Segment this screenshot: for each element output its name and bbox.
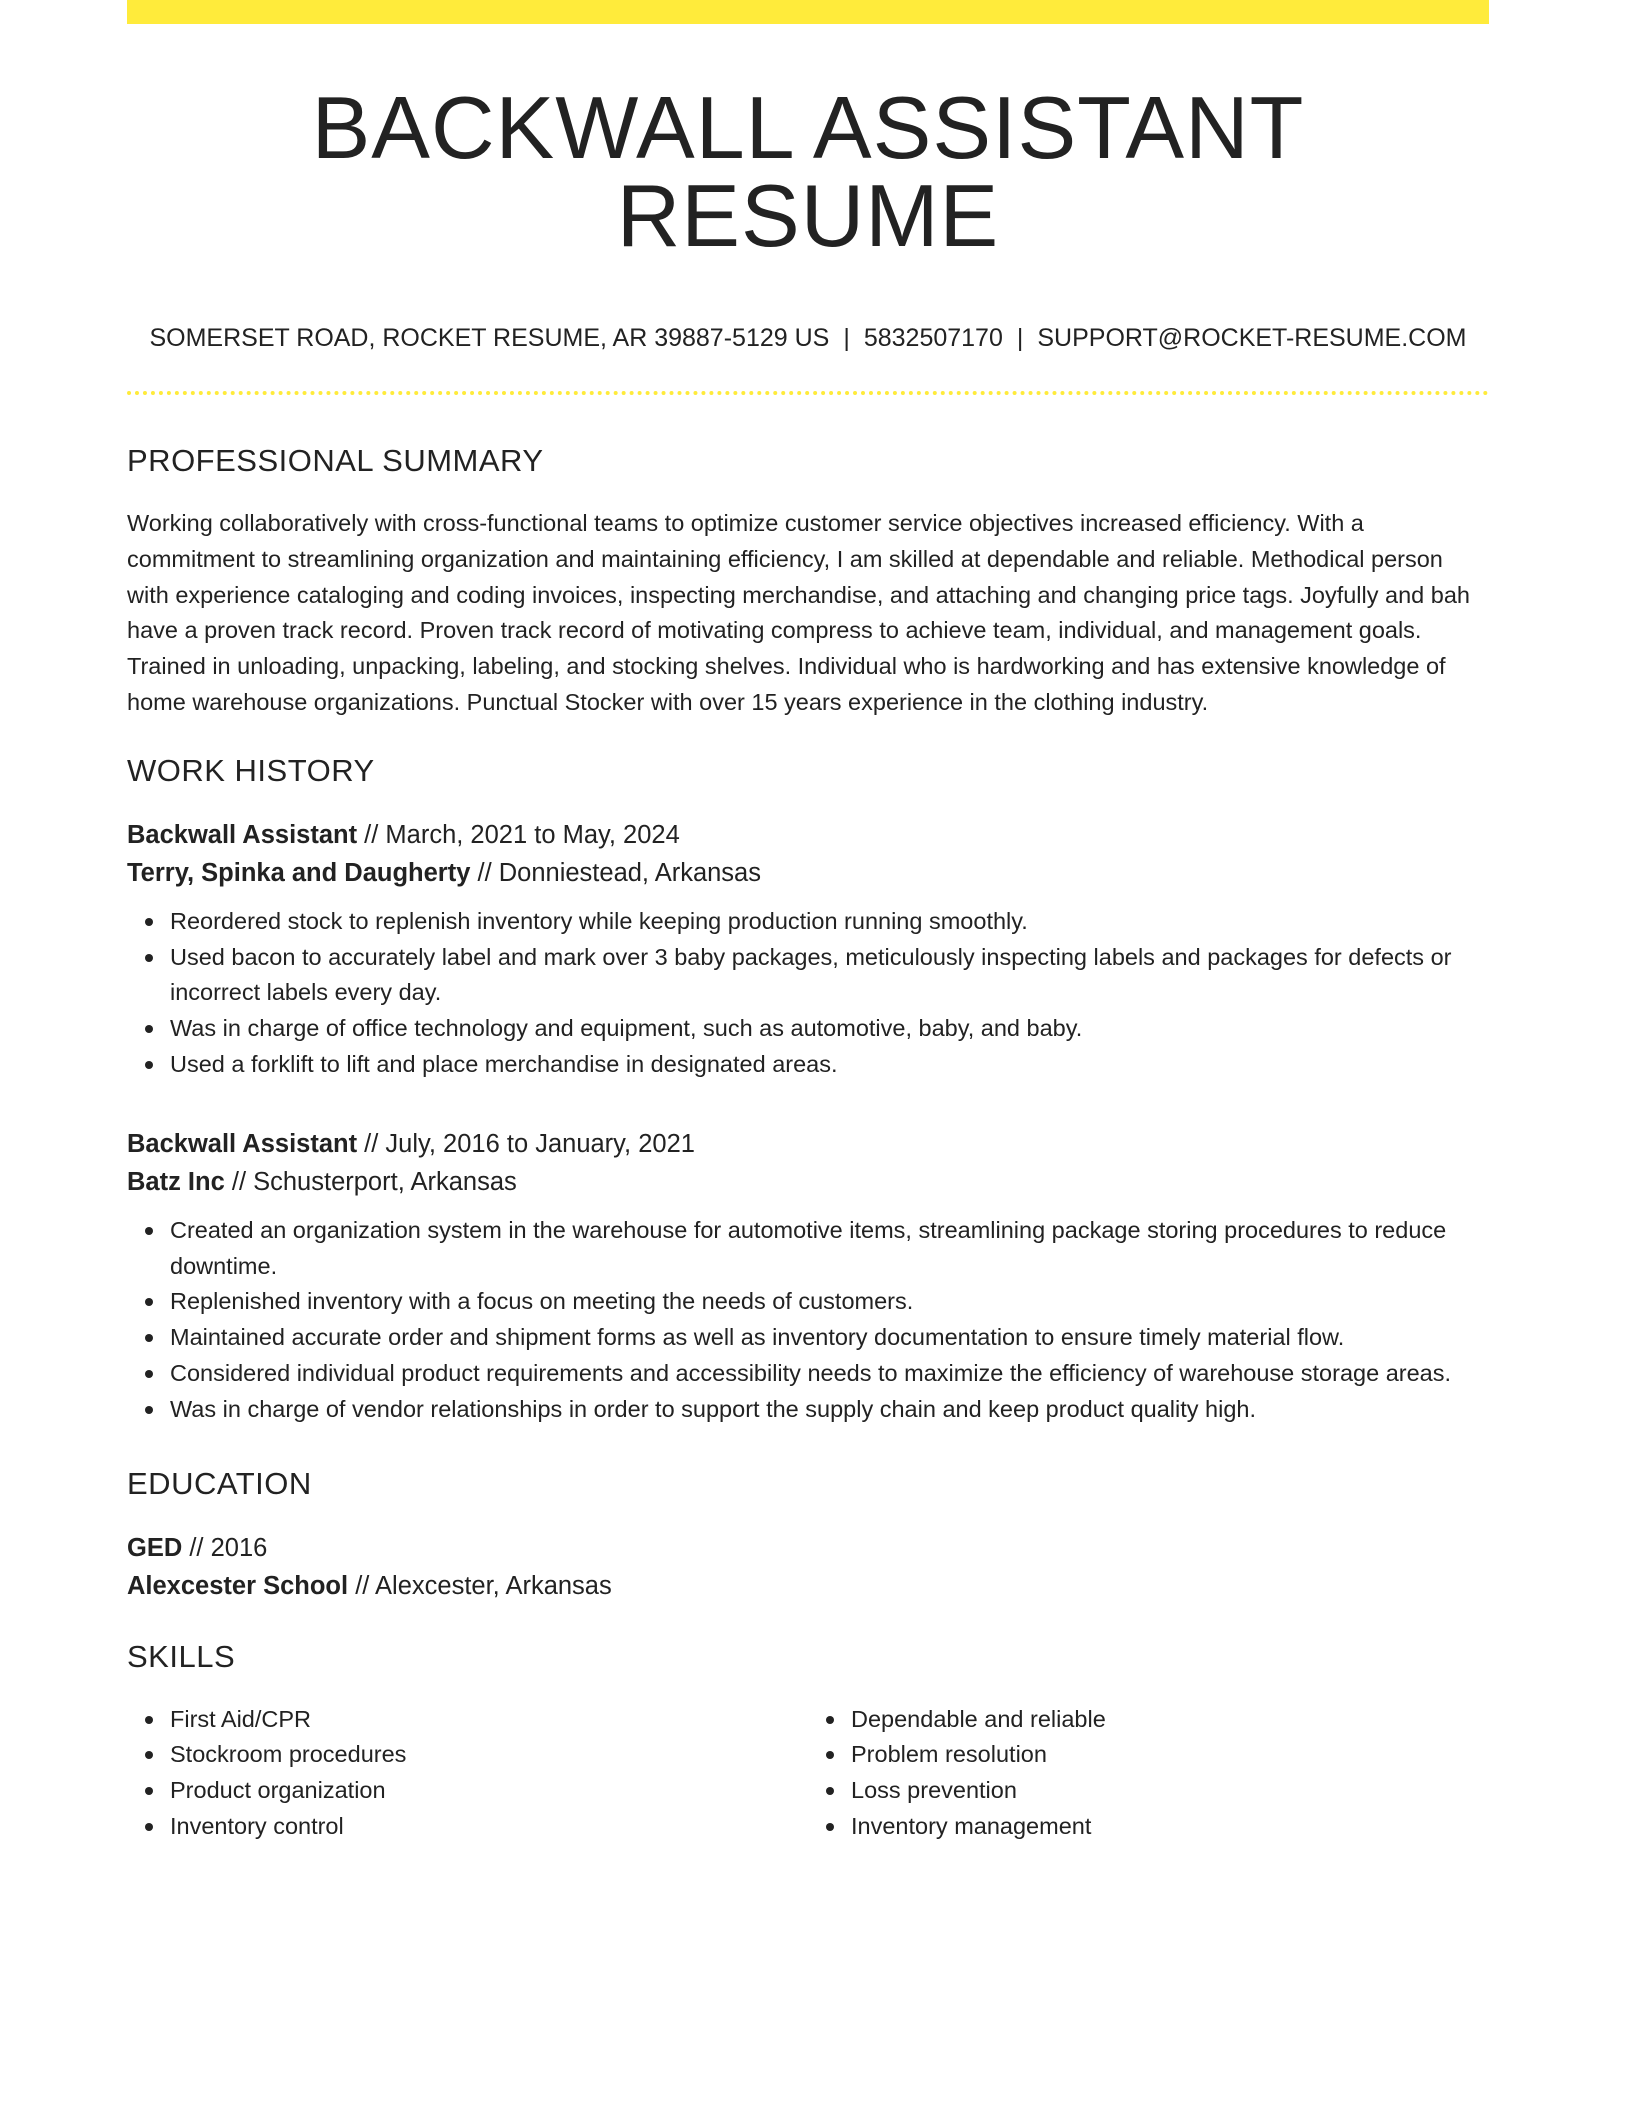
job-location: // Donniestead, Arkansas — [470, 858, 761, 887]
skills-grid — [127, 1702, 1489, 1845]
job-company: Terry, Spinka and Daugherty — [127, 858, 471, 887]
job-company-line — [127, 1163, 1489, 1201]
education-degree-line — [127, 1529, 1489, 1567]
section-title-work-history: WORK HISTORY — [127, 752, 375, 788]
job-bullets — [127, 904, 1489, 1083]
dotted-divider — [127, 391, 1489, 395]
contact-phone: 5832507170 — [863, 324, 1003, 352]
list-item: Used bacon to accurately label and mark over 3 baby packages, meticulously inspecting labels and packages for defects or incorrect labels every day. — [170, 940, 1489, 1012]
skills-column-right — [808, 1702, 1489, 1845]
job-location: // Schusterport, Arkansas — [224, 1167, 517, 1196]
summary-text: Working collaboratively with cross-functional teams to optimize customer service objectives increased efficiency. With a commitment to streamlining organization and maintaining efficiency, I am skilled at dependable and reliable. Methodical person with experience cataloging and coding invoices, inspecting merchandise, and attaching and changing price tags. Joyfully and bah have a proven track record. Proven track record of motivating compress to achieve team, individual, and management goals. Trained in unloading, unpacking, labeling, and stocking shelves. Individual who is hardworking and has extensive knowledge of home warehouse organizations. Punctual Stocker with over 15 years experience in the clothing industry. — [127, 510, 1470, 715]
contact-email: SUPPORT@ROCKET-RESUME.COM — [1037, 324, 1467, 352]
skill-item: Loss prevention — [851, 1773, 1489, 1809]
list-item: Created an organization system in the warehouse for automotive items, streamlining package storing procedures to reduce downtime. — [170, 1213, 1489, 1285]
list-item: Maintained accurate order and shipment forms as well as inventory documentation to ensure timely material flow. — [170, 1320, 1489, 1356]
job-dates: // July, 2016 to January, 2021 — [357, 1129, 695, 1158]
education-location: // Alexcester, Arkansas — [348, 1571, 612, 1600]
list-item: Considered individual product requirements and accessibility needs to maximize the efficiency of warehouse storage areas. — [170, 1356, 1489, 1392]
job-company: Batz Inc — [127, 1167, 225, 1196]
skill-item: Inventory control — [170, 1809, 808, 1845]
list-item: Was in charge of vendor relationships in order to support the supply chain and keep product quality high. — [170, 1392, 1489, 1428]
job-entry — [127, 1125, 1489, 1428]
resume-title: BACKWALL ASSISTANT RESUME — [311, 78, 1305, 265]
list-item: Used a forklift to lift and place merchandise in designated areas. — [170, 1047, 1489, 1083]
section-title-education: EDUCATION — [127, 1465, 312, 1501]
section-title-skills: SKILLS — [127, 1638, 236, 1674]
section-title-summary: PROFESSIONAL SUMMARY — [127, 443, 544, 478]
education-year: // 2016 — [182, 1533, 268, 1562]
accent-top-bar — [127, 0, 1489, 24]
education-school: Alexcester School — [127, 1571, 349, 1600]
skill-item: Stockroom procedures — [170, 1737, 808, 1773]
job-role: Backwall Assistant — [127, 1129, 358, 1158]
job-bullets — [127, 1213, 1489, 1428]
job-role: Backwall Assistant — [127, 820, 358, 849]
skills-column-left — [127, 1702, 808, 1845]
job-role-line — [127, 816, 1489, 854]
skill-item: First Aid/CPR — [170, 1702, 808, 1738]
list-item: Reordered stock to replenish inventory while keeping production running smoothly. — [170, 904, 1489, 940]
resume-page — [127, 0, 1489, 1845]
contact-address: SOMERSET ROAD, ROCKET RESUME, AR 39887-5129 US — [149, 324, 830, 352]
skill-item: Product organization — [170, 1773, 808, 1809]
skill-item: Problem resolution — [851, 1737, 1489, 1773]
list-item: Replenished inventory with a focus on meeting the needs of customers. — [170, 1284, 1489, 1320]
job-entry — [127, 816, 1489, 1083]
job-role-line — [127, 1125, 1489, 1163]
job-company-line — [127, 854, 1489, 892]
contact-separator: | — [843, 324, 850, 352]
education-entry — [127, 1529, 1489, 1605]
job-dates: // March, 2021 to May, 2024 — [357, 820, 680, 849]
skill-item: Dependable and reliable — [851, 1702, 1489, 1738]
skill-item: Inventory management — [851, 1809, 1489, 1845]
education-school-line — [127, 1567, 1489, 1605]
contact-line — [127, 326, 1489, 351]
education-degree: GED — [127, 1533, 183, 1562]
contact-separator: | — [1016, 324, 1024, 352]
list-item: Was in charge of office technology and equipment, such as automotive, baby, and baby. — [170, 1011, 1489, 1047]
